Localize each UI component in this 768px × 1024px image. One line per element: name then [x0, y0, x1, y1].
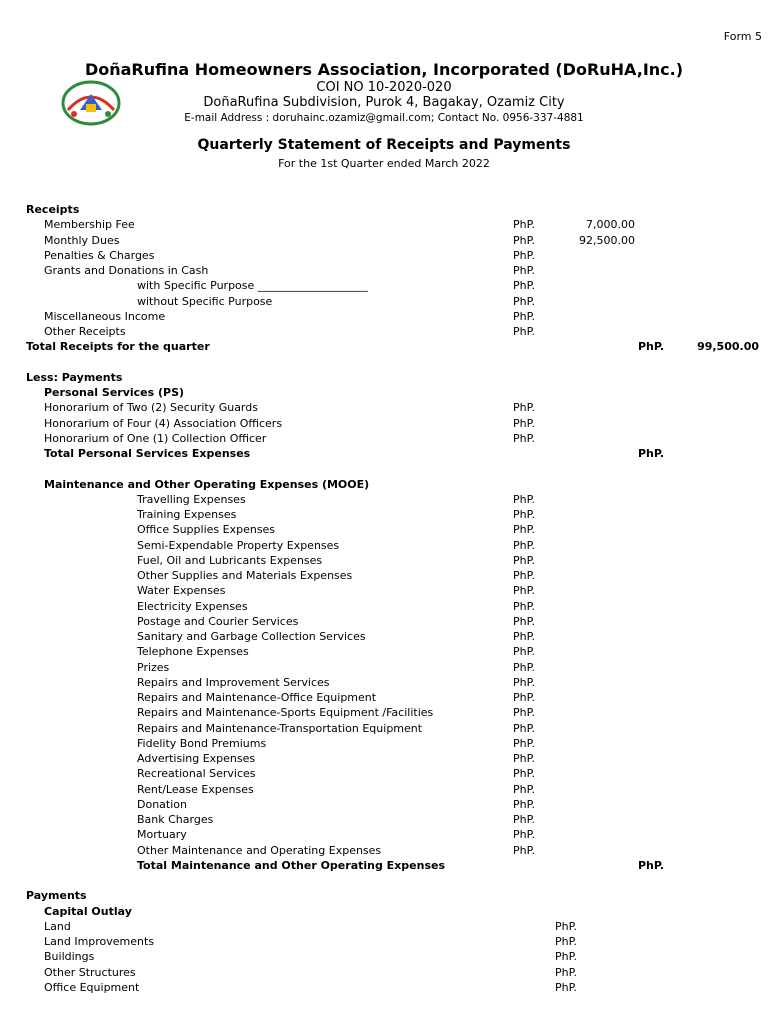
receipts-total-row [0, 339, 768, 354]
currency: PhP. [513, 294, 536, 308]
currency: PhP. [638, 447, 665, 460]
line-label: Penalties & Charges [44, 248, 155, 262]
line-label: Electricity Expenses [137, 599, 248, 613]
currency: PhP. [638, 340, 665, 354]
currency: PhP. [513, 736, 536, 750]
receipt-row [0, 324, 768, 339]
total-label: Total Receipts for the quarter [26, 340, 210, 354]
currency: PhP. [513, 325, 536, 338]
mooe-row [0, 797, 768, 812]
amount: 7,000.00 [586, 218, 635, 232]
line-label: Recreational Services [137, 767, 256, 781]
mooe-row [0, 553, 768, 568]
mooe-row [0, 522, 768, 537]
mooe-heading [0, 477, 768, 492]
line-label: Repairs and Maintenance-Transportation Equipment [137, 721, 423, 735]
section-heading: Less: Payments [26, 370, 123, 384]
ps-row [0, 416, 768, 431]
statement-period: For the 1st Quarter ended March 2022 [278, 157, 490, 170]
line-label: Travelling Expenses [137, 492, 246, 506]
line-label: Honorarium of Two (2) Security Guards [44, 401, 258, 415]
capital-row [0, 965, 768, 980]
capital-subheading [0, 904, 768, 919]
currency: PhP. [513, 416, 536, 430]
mooe-row [0, 538, 768, 553]
line-label: Other Structures [44, 965, 136, 979]
line-label: Fuel, Oil and Lubricants Expenses [137, 553, 323, 567]
currency: PhP. [513, 614, 536, 628]
currency: PhP. [513, 721, 536, 735]
subsection-heading: Maintenance and Other Operating Expenses (MOOE) [44, 477, 370, 491]
currency: PhP. [513, 767, 536, 781]
mooe-row [0, 736, 768, 751]
currency: PhP. [513, 233, 536, 247]
mooe-row [0, 614, 768, 629]
line-label: Sanitary and Garbage Collection Services [137, 630, 366, 643]
mooe-row [0, 843, 768, 858]
currency: PhP. [513, 431, 536, 445]
mooe-row [0, 644, 768, 659]
ps-row [0, 400, 768, 415]
line-label: Fidelity Bond Premiums [137, 736, 267, 750]
mooe-row [0, 507, 768, 522]
currency: PhP. [513, 508, 536, 521]
capital-row [0, 919, 768, 934]
mooe-row [0, 583, 768, 598]
line-label: Other Receipts [44, 325, 126, 338]
currency: PhP. [513, 279, 536, 293]
currency: PhP. [513, 813, 536, 826]
line-label: Rent/Lease Expenses [137, 782, 254, 796]
contact-line: E-mail Address : doruhainc.ozamiz@gmail.com; Contact No. 0956-337-4881 [184, 112, 584, 124]
section-heading: Receipts [26, 203, 80, 216]
currency: PhP. [513, 752, 536, 765]
receipt-row [0, 294, 768, 309]
mooe-row [0, 751, 768, 766]
currency: PhP. [513, 630, 536, 643]
currency: PhP. [513, 782, 536, 796]
currency: PhP. [555, 980, 578, 994]
mooe-row [0, 721, 768, 736]
coi-number: COI NO 10-2020-020 [316, 80, 452, 95]
mooe-row [0, 568, 768, 583]
currency: PhP. [513, 553, 536, 567]
payments-heading [0, 370, 768, 385]
line-label: Bank Charges [137, 813, 214, 826]
mooe-row [0, 660, 768, 675]
line-label: Monthly Dues [44, 233, 120, 247]
receipt-row [0, 248, 768, 263]
section-heading: Payments [26, 889, 87, 903]
line-label: Semi-Expendable Property Expenses [137, 538, 340, 552]
line-label: Repairs and Maintenance-Office Equipment [137, 691, 377, 704]
capital-heading [0, 888, 768, 903]
line-label: Repairs and Maintenance-Sports Equipment /Facilities [137, 706, 434, 720]
currency: PhP. [555, 935, 578, 948]
form-label: Form 5 [723, 30, 762, 43]
line-label: with Specific Purpose ____________________ [137, 279, 368, 293]
currency: PhP. [513, 691, 536, 704]
capital-row [0, 949, 768, 964]
currency: PhP. [513, 309, 536, 323]
line-label: Mortuary [137, 828, 187, 842]
line-label: Honorarium of Four (4) Association Officers [44, 416, 283, 430]
currency: PhP. [513, 675, 536, 689]
currency: PhP. [513, 569, 536, 582]
currency: PhP. [555, 950, 578, 964]
currency: PhP. [513, 797, 536, 811]
currency: PhP. [513, 660, 536, 674]
ps-total-row [0, 446, 768, 461]
mooe-row [0, 675, 768, 690]
currency: PhP. [513, 706, 536, 720]
line-label: Repairs and Improvement Services [137, 675, 330, 689]
currency: PhP. [513, 828, 536, 842]
receipt-row [0, 263, 768, 278]
line-label: Miscellaneous Income [44, 309, 166, 323]
currency: PhP. [513, 599, 536, 613]
currency: PhP. [513, 584, 536, 598]
mooe-total-row [0, 858, 768, 873]
currency: PhP. [513, 843, 536, 857]
line-label: Training Expenses [137, 508, 237, 521]
amount: 92,500.00 [579, 233, 635, 247]
currency: PhP. [513, 401, 536, 415]
line-label: Buildings [44, 950, 95, 964]
capital-row [0, 980, 768, 995]
line-label: Other Supplies and Materials Expenses [137, 569, 353, 582]
ps-row [0, 431, 768, 446]
receipt-row [0, 217, 768, 232]
currency: PhP. [555, 965, 578, 979]
mooe-row [0, 812, 768, 827]
currency: PhP. [513, 538, 536, 552]
line-label: Advertising Expenses [137, 752, 256, 765]
receipt-row [0, 309, 768, 324]
line-label: Other Maintenance and Operating Expenses [137, 843, 382, 857]
currency: PhP. [513, 645, 536, 659]
currency: PhP. [638, 858, 665, 872]
line-label: Membership Fee [44, 218, 135, 232]
ps-heading [0, 385, 768, 400]
line-label: Prizes [137, 660, 170, 674]
line-label: without Specific Purpose [137, 294, 273, 308]
currency: PhP. [513, 264, 536, 277]
subsection-heading: Capital Outlay [44, 904, 132, 918]
subsection-heading: Personal Services (PS) [44, 386, 185, 399]
capital-row [0, 934, 768, 949]
currency: PhP. [513, 248, 536, 262]
total-label: Total Personal Services Expenses [44, 447, 251, 460]
line-label: Land [44, 919, 71, 933]
line-label: Postage and Courier Services [137, 614, 299, 628]
mooe-row [0, 766, 768, 781]
mooe-row [0, 690, 768, 705]
line-label: Donation [137, 797, 187, 811]
address: DoñaRufina Subdivision, Purok 4, Bagakay, Ozamiz City [203, 95, 565, 110]
mooe-row [0, 782, 768, 797]
total-label: Total Maintenance and Other Operating Expenses [137, 858, 446, 872]
currency: PhP. [555, 919, 578, 933]
line-label: Office Supplies Expenses [137, 523, 276, 537]
mooe-row [0, 599, 768, 614]
currency: PhP. [513, 523, 536, 537]
receipts-heading [0, 202, 768, 217]
line-label: Telephone Expenses [137, 645, 249, 659]
currency: PhP. [513, 492, 536, 506]
mooe-row [0, 705, 768, 720]
org-name: DoñaRufina Homeowners Association, Incorporated (DoRuHA,Inc.) [84, 60, 684, 79]
mooe-row [0, 492, 768, 507]
line-label: Water Expenses [137, 584, 226, 598]
currency: PhP. [513, 218, 536, 232]
line-label: Office Equipment [44, 980, 140, 994]
receipt-row [0, 233, 768, 248]
line-label: Honorarium of One (1) Collection Officer [44, 431, 267, 445]
receipt-row [0, 278, 768, 293]
line-label: Land Improvements [44, 935, 155, 948]
mooe-row [0, 827, 768, 842]
mooe-row [0, 629, 768, 644]
statement-title: Quarterly Statement of Receipts and Payments [197, 137, 571, 153]
total-amount: 99,500.00 [697, 340, 759, 354]
line-label: Grants and Donations in Cash [44, 264, 209, 277]
